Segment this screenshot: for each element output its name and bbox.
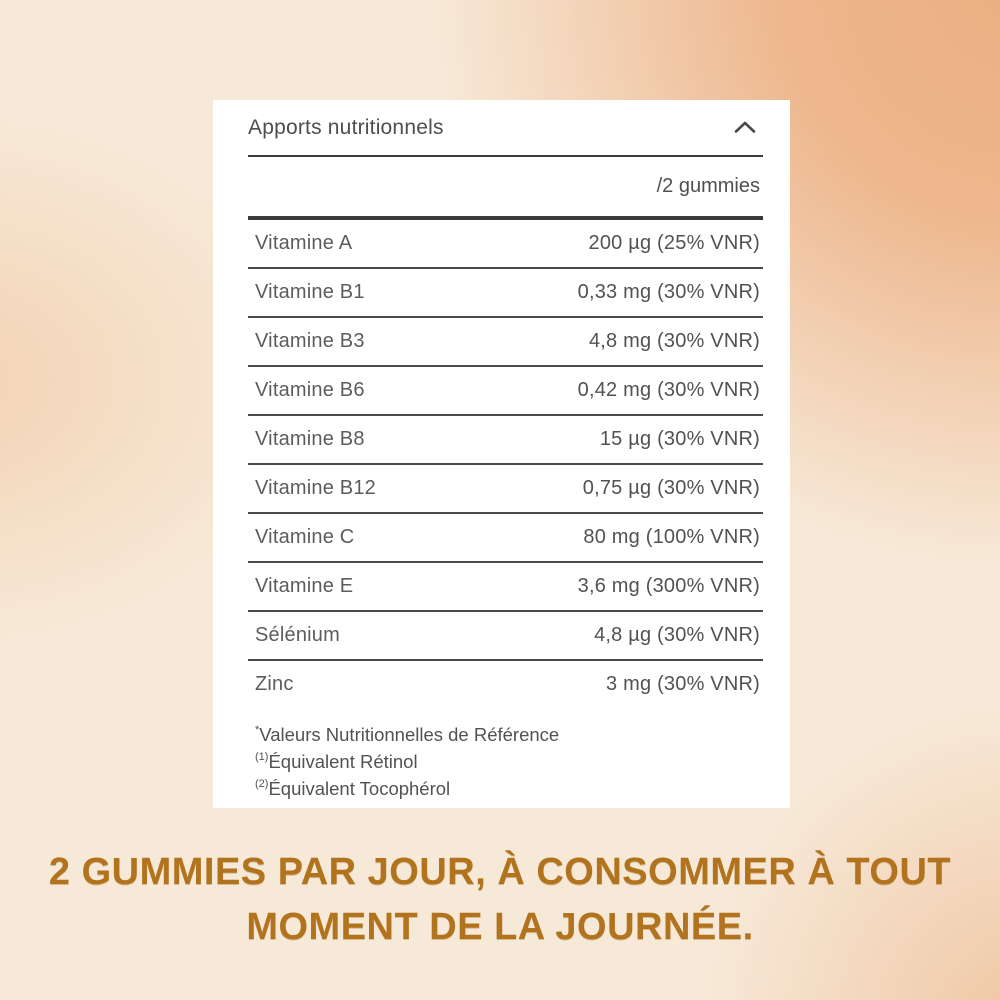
footnote-marker: * <box>255 723 260 736</box>
nutrient-value: 0,33 mg (30% VNR) <box>577 281 760 303</box>
footnote-text: Valeurs Nutritionnelles de Référence <box>259 724 560 745</box>
nutrient-value: 200 µg (25% VNR) <box>588 232 760 254</box>
nutrient-value: 0,75 µg (30% VNR) <box>582 477 760 499</box>
caption-line-1: 2 GUMMIES PAR JOUR, À CONSOMMER À TOUT <box>48 851 952 893</box>
card-content <box>213 100 790 802</box>
nutrient-value: 3,6 mg (300% VNR) <box>577 575 760 597</box>
nutrient-value: 3 mg (30% VNR) <box>606 673 760 695</box>
accordion-header[interactable] <box>248 100 763 157</box>
footnote-text: Équivalent Tocophérol <box>268 778 451 799</box>
nutrient-name: Vitamine B8 <box>255 428 365 450</box>
nutrient-name: Vitamine C <box>255 526 355 548</box>
footnote-marker: (1) <box>255 750 269 763</box>
nutrient-value: 4,8 µg (30% VNR) <box>594 624 760 646</box>
table-row <box>248 318 763 367</box>
table-row <box>248 367 763 416</box>
nutrient-name: Vitamine E <box>255 575 354 597</box>
dosage-caption <box>0 845 1000 955</box>
nutrient-name: Vitamine B3 <box>255 330 365 352</box>
footnote <box>255 721 763 748</box>
footnotes <box>248 721 763 802</box>
table-row <box>248 220 763 269</box>
nutrient-name: Vitamine B12 <box>255 477 376 499</box>
nutrient-value: 15 µg (30% VNR) <box>599 428 760 450</box>
footnote-text: Équivalent Rétinol <box>268 751 418 772</box>
panel-title: Apports nutritionnels <box>248 115 444 139</box>
serving-size-label: /2 gummies <box>656 175 760 197</box>
footnote <box>255 748 763 775</box>
caption-line-2: MOMENT DE LA JOURNÉE. <box>246 906 754 948</box>
nutrient-name: Vitamine B6 <box>255 379 365 401</box>
nutrient-value: 80 mg (100% VNR) <box>583 526 760 548</box>
table-row <box>248 514 763 563</box>
table-row <box>248 563 763 612</box>
nutrient-value: 4,8 mg (30% VNR) <box>588 330 760 352</box>
nutrition-table <box>248 220 763 708</box>
chevron-up-icon[interactable] <box>733 120 757 135</box>
nutrient-value: 0,42 mg (30% VNR) <box>577 379 760 401</box>
table-row <box>248 269 763 318</box>
nutrient-name: Vitamine B1 <box>255 281 365 303</box>
nutrient-name: Vitamine A <box>255 232 353 254</box>
footnote <box>255 775 763 802</box>
table-row <box>248 661 763 708</box>
table-row <box>248 416 763 465</box>
nutrition-facts-card <box>213 100 790 808</box>
table-row <box>248 465 763 514</box>
nutrient-name: Zinc <box>255 673 294 695</box>
nutrient-name: Sélénium <box>255 624 340 646</box>
serving-size-row <box>248 157 763 220</box>
table-row <box>248 612 763 661</box>
footnote-marker: (2) <box>255 777 269 790</box>
